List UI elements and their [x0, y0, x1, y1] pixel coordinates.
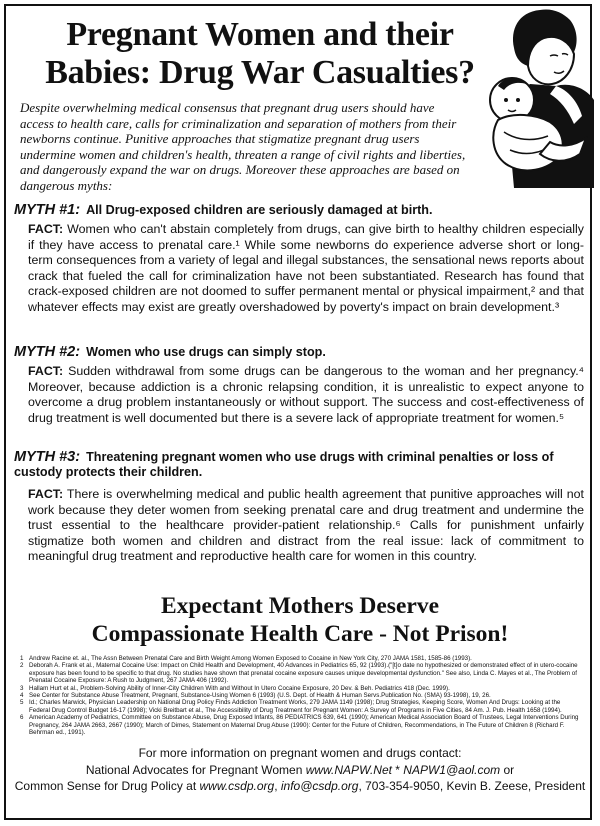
reference-text: Id.; Charles Marwick, Physician Leadership on National Drug Policy Finds Addiction Treatment Works, 279 JAMA 1149 (1998); Drug Strategies, Keeping Score, Women And Drugs: Looking at the Federal Drug Control Budget 16-17 (1998); Vicki Breitbart et al., The Accessibility of Drug Treatment for Pregnant Women: A Survey of Programs in Five Cities, 84 Am. J. Pub. Health 1658 (1994).: [29, 699, 562, 714]
fact-3-text: There is overwhelming medical and public health agreement that punitive approaches will not work because they deter women from seeking prenatal care and drug treatment and undermine the trust essential to the healthcare provider-patient relationship.⁶ Calls for punishment unfairly stigmatize both women and children and distract from the real issue: lack of commitment to meaningful drug treatment and reproductive health care for women in this country.: [28, 487, 584, 564]
closing-headline: [14, 592, 586, 648]
mother-face: [528, 37, 574, 84]
reference-item: 2 Deborah A. Frank et al., Maternal Cocaine Use: Impact on Child Health and Development, 40 Advances in Pediatrics 65, 92 (1993).("[t]o date no hypothesized or demonstrated effect of in utero-cocaine exposure has been found to be specific to that drug. No studies have shown that prenatal cocaine exposure causes unique developmental dysfunction." See also, Linda C. Mayes et al., The Problem of Prenatal Cocaine Exposure: A Rush to Judgment, 267 JAMA 406 (1992).: [20, 662, 582, 684]
reference-item: 4 See Center for Substance Abuse Treatment, Pregnant, Substance-Using Women 6 (1993) (U.S. Dept. of Health & Human Servs.Publication No. (SMA) 93-1998), 19, 26.: [20, 692, 491, 700]
napw-email-link[interactable]: NAPW1@aol.com: [403, 762, 501, 777]
myth-2-text: Women who use drugs can simply stop.: [86, 345, 326, 359]
contact-line-3: Common Sense for Drug Policy at www.csdp.org, info@csdp.org, 703-354-9050, Kevin B. Zeese, President: [14, 779, 586, 793]
myth-2-heading: [14, 345, 584, 360]
reference-item: 1 Andrew Racine et. al., The Assn Between Prenatal Care and Birth Weight Among Women Exposed to Cocaine in New York City, 270 JAMA 1581, 1585-86 (1993).: [20, 655, 472, 662]
fact-2-text: Sudden withdrawal from some drugs can be dangerous to the woman and her pregnancy.⁴ Moreover, because addiction is a chronic relapsing condition, it is unrealistic to expect anyone to overcome a drug problem instantaneously or without support. The success and cost-effectiveness of drug treatment is well documented but there is a severe lack of appropriate treatment for women.⁵: [28, 364, 584, 425]
references-list: [20, 655, 582, 736]
fact-1-text: Women who can't abstain completely from drugs, can give birth to healthy children especially if they have access to prenatal care.¹ While some newborns do experience adverse short or long-term consequences from a variety of legal and illegal substances, the sensational news reports about crack that fueled the call for criminalization have not been substantiated. Research has found that crack-exposed children are not doomed to suffer permanent mental or physical impairment,² and that whatever effects may exist are greatly overshadowed by poverty's impact on brain development.³: [28, 222, 584, 314]
myth-1-heading: [14, 203, 584, 218]
reference-text: Deborah A. Frank et al., Maternal Cocaine Use: Impact on Child Health and Development, 40 Advances in Pediatrics 65, 92 (1993).("[t]o date no hypothesized or demonstrated effect of in utero-cocaine exposure has been found to be specific to that drug. No studies have shown that prenatal cocaine exposure causes unique developmental dysfunction." See also, Linda C. Mayes et al., The Problem of Prenatal Cocaine Exposure: A Rush to Judgment, 267 JAMA 406 (1992).: [29, 662, 578, 685]
contact-line-1: For more information on pregnant women and drugs contact:: [138, 746, 462, 760]
contact-line-2: National Advocates for Pregnant Women www.NAPW.Net * NAPW1@aol.com or: [85, 762, 515, 777]
intro-paragraph: Despite overwhelming medical consensus that pregnant drug users should have access to health care, calls for criminalization and separation of mothers from their newborns continue. Punitive approaches that stigmatize pregnant drug users undermine women and children's health, threaten a range of civil rights and liberties, and dangerously expand the war on drugs. Moreover these approaches are based on dangerous myths:: [20, 100, 466, 193]
reference-text: Hallam Hurt et al., Problem-Solving Ability of Inner-City Children With and Without In Utero Cocaine Exposure, 20 Dev. & Beh. Pediatrics 418 (Dec. 1999).: [29, 684, 450, 692]
closing-line-1: Expectant Mothers Deserve: [161, 593, 439, 619]
myth-1-fact: [28, 222, 584, 316]
fact-3-label: FACT:: [28, 487, 64, 501]
fact-1-label: FACT:: [28, 222, 64, 236]
reference-item: 6 American Academy of Pediatrics, Committee on Substance Abuse, Drug Exposed Infants, 86 PEDIATRICS 639, 641 (1990); American Medical Association Board of Trustees, Legal Interventions During Pregnancy, 264 JAMA 2663, 2667 (1990); March of Dimes, Statement on Maternal Drug Abuse (1990): Center for the Future of Children, Recommendations, in The Future of Children 8 (Richard F. Behrman ed., 1991).: [20, 714, 582, 736]
title-line-1: Pregnant Women and their: [66, 16, 454, 53]
reference-item: 5 Id.; Charles Marwick, Physician Leadership on National Drug Policy Finds Addiction Treatment Works, 279 JAMA 1149 (1998); Drug Strategies, Keeping Score, Women And Drugs: Looking at the Federal Drug Control Budget 16-17 (1998); Vicki Breitbart et al., The Accessibility of Drug Treatment for Pregnant Women: A Survey of Programs in Five Cities, 84 Am. J. Pub. Health 1658 (1994).: [20, 699, 582, 714]
myth-3-fact: [28, 487, 584, 565]
myth-1-number: MYTH #1:: [14, 202, 81, 218]
myth-1-text: All Drug-exposed children are seriously damaged at birth.: [86, 203, 433, 217]
page-title: [20, 16, 500, 92]
napw-website-link[interactable]: www.NAPW.Net: [305, 762, 392, 777]
mother-and-baby-illustration: [470, 4, 594, 188]
myth-3-text: Threatening pregnant women who use drugs with criminal penalties or loss of custody protects their children.: [14, 450, 554, 479]
contact-info: [14, 745, 586, 795]
closing-line-2: Compassionate Health Care - Not Prison!: [91, 621, 509, 647]
fact-2-label: FACT:: [28, 364, 64, 378]
reference-text: See Center for Substance Abuse Treatment, Pregnant, Substance-Using Women 6 (1993) (U.S. Dept. of Health & Human Servs.Publication No. (SMA) 93-1998), 19, 26.: [29, 692, 491, 700]
title-line-2: Babies: Drug War Casualties?: [45, 54, 475, 91]
myth-2-fact: [28, 364, 584, 426]
myth-3-number: MYTH #3:: [14, 449, 81, 465]
csdp-email-link[interactable]: info@csdp.org: [280, 779, 359, 793]
myth-2-number: MYTH #2:: [14, 344, 81, 360]
myth-3-heading: [14, 450, 584, 480]
reference-text: Andrew Racine et. al., The Assn Between Prenatal Care and Birth Weight Among Women Exposed to Cocaine in New York City, 270 JAMA 1581, 1585-86 (1993).: [29, 655, 472, 662]
csdp-website-link[interactable]: www.csdp.org: [199, 779, 275, 793]
reference-text: American Academy of Pediatrics, Committee on Substance Abuse, Drug Exposed Infants, 86 PEDIATRICS 639, 641 (1990); American Medical Association Board of Trustees, Legal Interventions During Pregnancy, 264 JAMA 2663, 2667 (1990); March of Dimes, Statement on Maternal Drug Abuse (1990): Center for the Future of Children, Recommendations, in The Future of Children 8 (Richard F. Behrman ed., 1991).: [29, 714, 579, 737]
reference-item: 3 Hallam Hurt et al., Problem-Solving Ability of Inner-City Children With and Without In Utero Cocaine Exposure, 20 Dev. & Beh. Pediatrics 418 (Dec. 1999).: [20, 684, 450, 692]
